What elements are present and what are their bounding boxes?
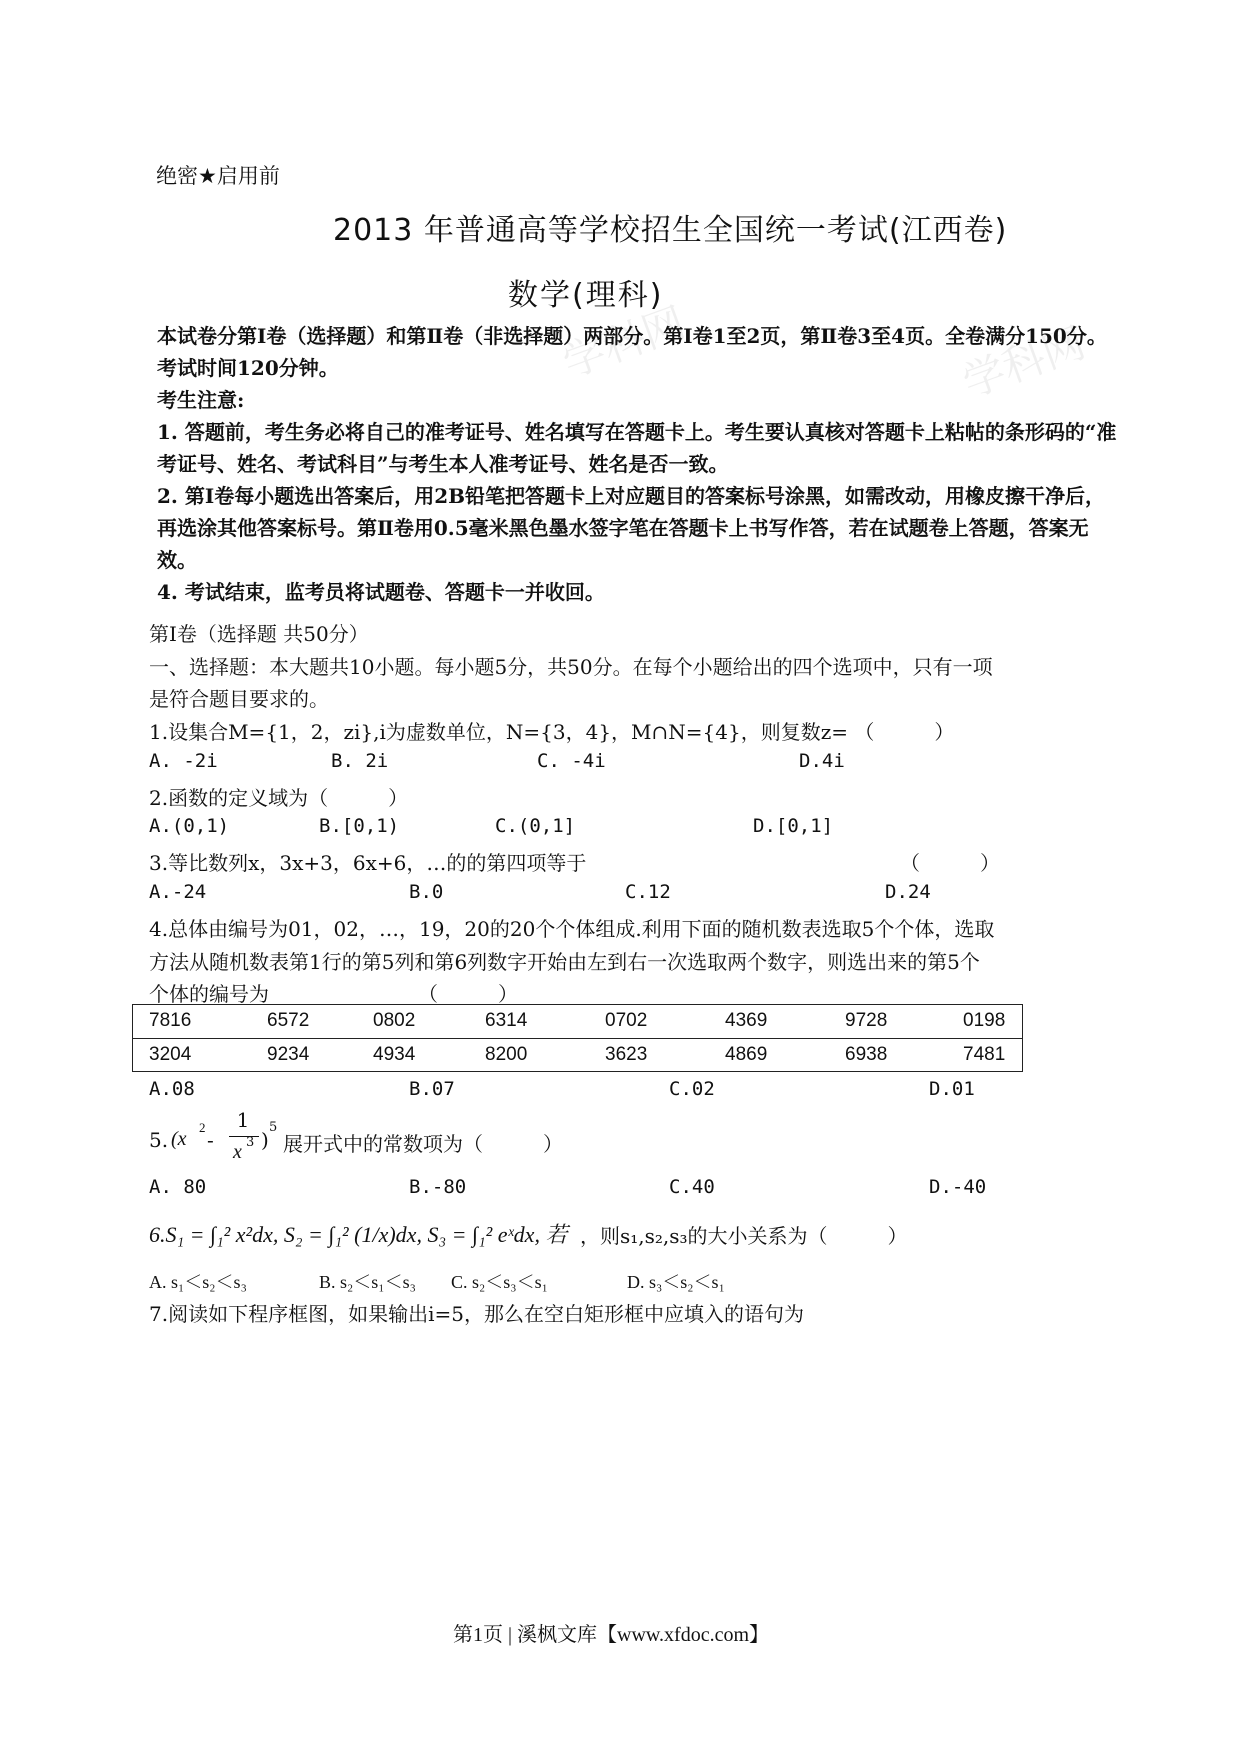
table-cell: 8200 xyxy=(485,1044,528,1065)
question-4-answer-paren: （ ） xyxy=(418,982,518,1006)
watermark: 学科网 xyxy=(556,297,692,387)
option-b: B.0 xyxy=(409,881,444,903)
question-2-stem: 2.函数的定义域为（ ） xyxy=(149,786,409,810)
option-a: A.08 xyxy=(149,1078,195,1100)
table-cell: 6938 xyxy=(845,1044,888,1065)
fraction-denominator: x xyxy=(233,1141,242,1163)
notice-item-1: 1. 答题前，考生务必将自己的准考证号、姓名填写在答题卡上。考生要认真核对答题卡上粘帖的条形码的“准考证号、姓名、考试科目”与考生本人准考证号、姓名是否一致。 xyxy=(157,420,1117,476)
question-3-answer-paren: （ ） xyxy=(900,851,1000,875)
question-6-stem: ，则s₁,s₂,s₃的大小关系为（ ） xyxy=(580,1224,908,1248)
table-cell: 3623 xyxy=(605,1044,648,1065)
option-a: A.-24 xyxy=(149,881,207,903)
option-b: B.07 xyxy=(409,1078,455,1100)
math-exponent: 5 xyxy=(269,1120,278,1135)
option-b: B. 2i xyxy=(331,750,389,772)
table-cell: 9728 xyxy=(845,1010,888,1031)
question-4-stem-cont: 方法从随机数表第1行的第5列和第6列数字开始由左到右一次选取两个数字，则选出来的第5个 xyxy=(149,950,980,974)
option-a: A.(0,1) xyxy=(149,815,230,837)
option-c: C.(0,1] xyxy=(495,815,576,837)
section-description: 一、选择题：本大题共10小题。每小题5分，共50分。在每个小题给出的四个选项中，只有一项 xyxy=(149,655,993,679)
table-cell: 6572 xyxy=(267,1010,310,1031)
option-a: A. 80 xyxy=(149,1176,207,1198)
question-1-stem: 1.设集合M={1，2，zi},i为虚数单位，N={3，4}，M∩N={4}，则复数z= （ ） xyxy=(149,720,955,744)
question-3-stem: 3.等比数列x，3x+3，6x+6，…的的第四项等于 xyxy=(149,851,587,875)
notice-item-2: 2. 第Ⅰ卷每小题选出答案后，用2B铅笔把答题卡上对应题目的答案标号涂黑，如需改动，用橡皮擦干净后，再选涂其他答案标号。第Ⅱ卷用0.5毫米黑色墨水签字笔在答题卡上书写作答，若在试题卷上答题，答案无效。 xyxy=(157,484,1106,572)
fraction-bar xyxy=(229,1136,259,1137)
table-cell: 6314 xyxy=(485,1010,528,1031)
section-description-cont: 是符合题目要求的。 xyxy=(149,687,329,711)
instructions-block xyxy=(157,320,1117,608)
table-row xyxy=(133,1005,1022,1037)
notice-item-4: 4. 考试结束，监考员将试题卷、答题卡一并收回。 xyxy=(157,580,605,604)
option-d: D.4i xyxy=(799,750,845,772)
page-footer: 第1页 | 溪枫文库【www.xfdoc.com】 xyxy=(453,1624,770,1646)
option-c: C. -4i xyxy=(537,750,606,772)
section-heading: 第Ⅰ卷（选择题 共50分） xyxy=(149,622,369,646)
math-base: (x xyxy=(171,1128,187,1150)
table-cell: 0198 xyxy=(963,1010,1006,1031)
table-cell: 4869 xyxy=(725,1044,768,1065)
question-5-text: 展开式中的常数项为（ ） xyxy=(283,1132,563,1156)
option-a: A. -2i xyxy=(149,750,218,772)
option-d: D.-40 xyxy=(929,1176,987,1198)
question-7-stem: 7.阅读如下程序框图，如果输出i=5，那么在空白矩形框中应填入的语句为 xyxy=(149,1302,804,1326)
table-cell: 7816 xyxy=(149,1010,192,1031)
option-b: B. s₂＜s₁＜s₃ xyxy=(319,1272,416,1292)
option-d: D.24 xyxy=(885,881,931,903)
option-c: C.40 xyxy=(669,1176,715,1198)
math-exponent: 2 xyxy=(199,1120,206,1135)
table-cell: 3204 xyxy=(149,1044,192,1065)
fraction-numerator: 1 xyxy=(236,1108,250,1132)
option-d: D.[0,1] xyxy=(753,815,834,837)
table-cell: 0702 xyxy=(605,1010,648,1031)
table-cell: 4934 xyxy=(373,1044,416,1065)
math-paren: ) xyxy=(261,1128,269,1152)
table-cell: 7481 xyxy=(963,1044,1006,1065)
paper-structure-text: 本试卷分第Ⅰ卷（选择题）和第Ⅱ卷（非选择题）两部分。第Ⅰ卷1至2页，第Ⅱ卷3至4页。全卷满分150分。考试时间120分钟。 xyxy=(157,324,1107,380)
question-5-stem xyxy=(149,1108,749,1168)
random-number-table xyxy=(132,1004,1023,1072)
option-d: D.01 xyxy=(929,1078,975,1100)
notice-title: 考生注意: xyxy=(157,388,245,412)
option-d: D. s₃＜s₂＜s₁ xyxy=(627,1272,725,1292)
table-row xyxy=(133,1038,1022,1071)
option-c: C.02 xyxy=(669,1078,715,1100)
table-cell: 4369 xyxy=(725,1010,768,1031)
option-c: C.12 xyxy=(625,881,671,903)
math-exponent: 3 xyxy=(246,1135,255,1150)
table-cell: 0802 xyxy=(373,1010,416,1031)
option-b: B.[0,1) xyxy=(319,815,400,837)
option-c: C. s₂＜s₃＜s₁ xyxy=(451,1272,548,1292)
watermark: 学科网 xyxy=(956,317,1092,407)
question-number: 5. xyxy=(149,1128,169,1152)
question-4-stem-end: 个体的编号为 xyxy=(149,982,269,1006)
option-a: A. s₁＜s₂＜s₃ xyxy=(149,1272,247,1292)
question-6-expression: 6.S₁ = ∫₁² x²dx, S₂ = ∫₁² (1/x)dx, S₃ = ∫₁² eˣdx, 若 xyxy=(149,1222,568,1247)
exam-title: 2013 年普通高等学校招生全国统一考试(江西卷) xyxy=(333,213,1008,248)
table-cell: 9234 xyxy=(267,1044,310,1065)
math-operator: - xyxy=(207,1128,214,1152)
question-4-stem: 4.总体由编号为01，02，…，19，20的20个个体组成.利用下面的随机数表选取5个个体，选取 xyxy=(149,917,995,941)
option-b: B.-80 xyxy=(409,1176,467,1198)
exam-subject: 数学(理科) xyxy=(508,278,664,313)
confidential-label: 绝密★启用前 xyxy=(156,164,280,188)
